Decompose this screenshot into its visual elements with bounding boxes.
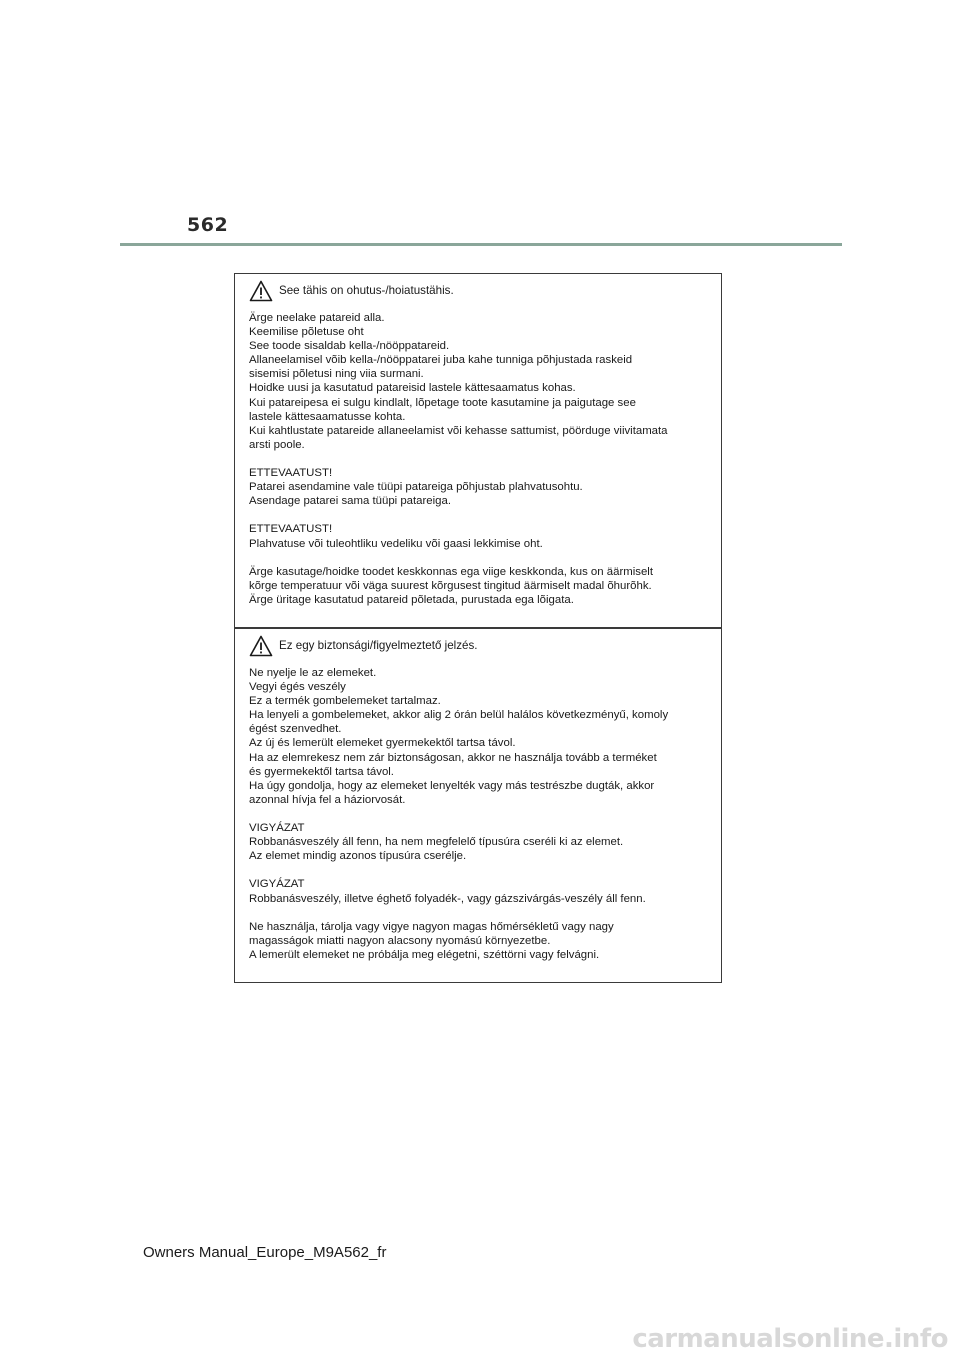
text-line: arsti poole. bbox=[249, 438, 305, 451]
paragraph bbox=[249, 466, 711, 508]
text-line: Allaneelamisel võib kella-/nööppatarei juba kahe tunniga põhjustada raskeid bbox=[249, 354, 633, 367]
text-line: égést szenvedhet. bbox=[249, 723, 342, 736]
text-line: Ha lenyeli a gombelemeket, akkor alig 2 órán belül halálos következményű, komoly bbox=[249, 709, 669, 722]
paragraph bbox=[249, 877, 711, 905]
text-line: ETTEVAATUST! bbox=[249, 523, 333, 536]
body-text-hu bbox=[249, 666, 711, 976]
text-line: azonnal hívja fel a háziorvosát. bbox=[249, 793, 406, 806]
text-line: magasságok miatti nagyon alacsony nyomású környezetbe. bbox=[249, 934, 551, 947]
text-line: Vegyi égés veszély bbox=[249, 681, 346, 694]
text-line: lastele kättesaamatusse kohta. bbox=[249, 410, 406, 423]
text-line: Ez a termék gombelemeket tartalmaz. bbox=[249, 695, 441, 708]
warning-heading-text-et: See tähis on ohutus-/hoiatustähis. bbox=[279, 284, 454, 297]
paragraph bbox=[249, 666, 711, 807]
text-line: kõrge temperatuur või väga suurest kõrgusest tingitud äärmiselt madal õhurõhk. bbox=[249, 579, 652, 592]
text-line: Patarei asendamine vale tüüpi patareiga põhjustab plahvatusohtu. bbox=[249, 481, 583, 494]
battery-warning-label bbox=[234, 273, 722, 983]
text-line: Ärge neelake patareid alla. bbox=[249, 312, 385, 324]
text-line: VIGYÁZAT bbox=[249, 878, 305, 891]
paragraph bbox=[249, 821, 711, 863]
text-line: Plahvatuse või tuleohtliku vedeliku või gaasi lekkimise oht. bbox=[249, 537, 543, 550]
text-line: ETTEVAATUST! bbox=[249, 467, 333, 480]
text-line: és gyermekektől tartsa távol. bbox=[249, 765, 394, 778]
text-line: Ha úgy gondolja, hogy az elemeket lenyelték vagy más testrészbe dugták, akkor bbox=[249, 779, 655, 792]
text-line: Ärge kasutage/hoidke toodet keskkonnas ega viige keskkonda, kus on äärmiselt bbox=[249, 565, 653, 578]
text-line: Robbanásveszély áll fenn, ha nem megfelelő típusúra cseréli ki az elemet. bbox=[249, 836, 624, 849]
paragraph bbox=[249, 311, 711, 452]
text-line: Az elemet mindig azonos típusúra cserélje. bbox=[249, 850, 467, 863]
text-line: Az új és lemerült elemeket gyermekektől tartsa távol. bbox=[249, 737, 516, 750]
warning-heading-et bbox=[249, 280, 454, 302]
text-line: Kui kahtlustate patareide allaneelamist või kehasse sattumist, pöörduge viivitamata bbox=[249, 424, 668, 437]
text-line: Asendage patarei sama tüüpi patareiga. bbox=[249, 495, 452, 508]
footer-doc-id: Owners Manual_Europe_M9A562_fr bbox=[143, 1244, 387, 1261]
header-rule bbox=[120, 243, 842, 246]
page-number: 562 bbox=[187, 214, 229, 236]
text-line: A lemerült elemeket ne próbálja meg elégetni, széttörni vagy felvágni. bbox=[249, 948, 600, 961]
text-line: Robbanásveszély, illetve éghető folyadék-, vagy gázszivárgás-veszély áll fenn. bbox=[249, 892, 646, 905]
section-estonian bbox=[235, 274, 721, 628]
warning-heading-hu bbox=[249, 635, 477, 657]
text-line: Ha az elemrekesz nem zár biztonságosan, akkor ne használja tovább a terméket bbox=[249, 751, 657, 764]
body-text-et bbox=[249, 311, 711, 621]
text-line: Keemilise põletuse oht bbox=[249, 326, 364, 339]
paragraph bbox=[249, 565, 711, 607]
watermark: carmanualsonline.info bbox=[632, 1324, 948, 1354]
text-line: VIGYÁZAT bbox=[249, 822, 305, 835]
text-line: sisemisi põletusi ning viia surmani. bbox=[249, 368, 424, 381]
text-line: Ärge üritage kasutatud patareid põletada, purustada ega lõigata. bbox=[249, 593, 574, 606]
warning-triangle-icon bbox=[249, 635, 273, 657]
section-hungarian bbox=[235, 629, 721, 981]
warning-triangle-icon bbox=[249, 280, 273, 302]
text-line: Ne használja, tárolja vagy vigye nagyon magas hőmérsékletű vagy nagy bbox=[249, 920, 614, 933]
paragraph bbox=[249, 522, 711, 550]
text-line: Kui patareipesa ei sulgu kindlalt, lõpetage toote kasutamine ja paigutage see bbox=[249, 396, 636, 409]
text-line: See toode sisaldab kella-/nööppatareid. bbox=[249, 340, 450, 353]
text-line: Hoidke uusi ja kasutatud patareisid lastele kättesaamatus kohas. bbox=[249, 382, 576, 395]
warning-heading-text-hu: Ez egy biztonsági/figyelmeztető jelzés. bbox=[279, 639, 478, 652]
paragraph bbox=[249, 920, 711, 962]
text-line: Ne nyelje le az elemeket. bbox=[249, 667, 377, 679]
